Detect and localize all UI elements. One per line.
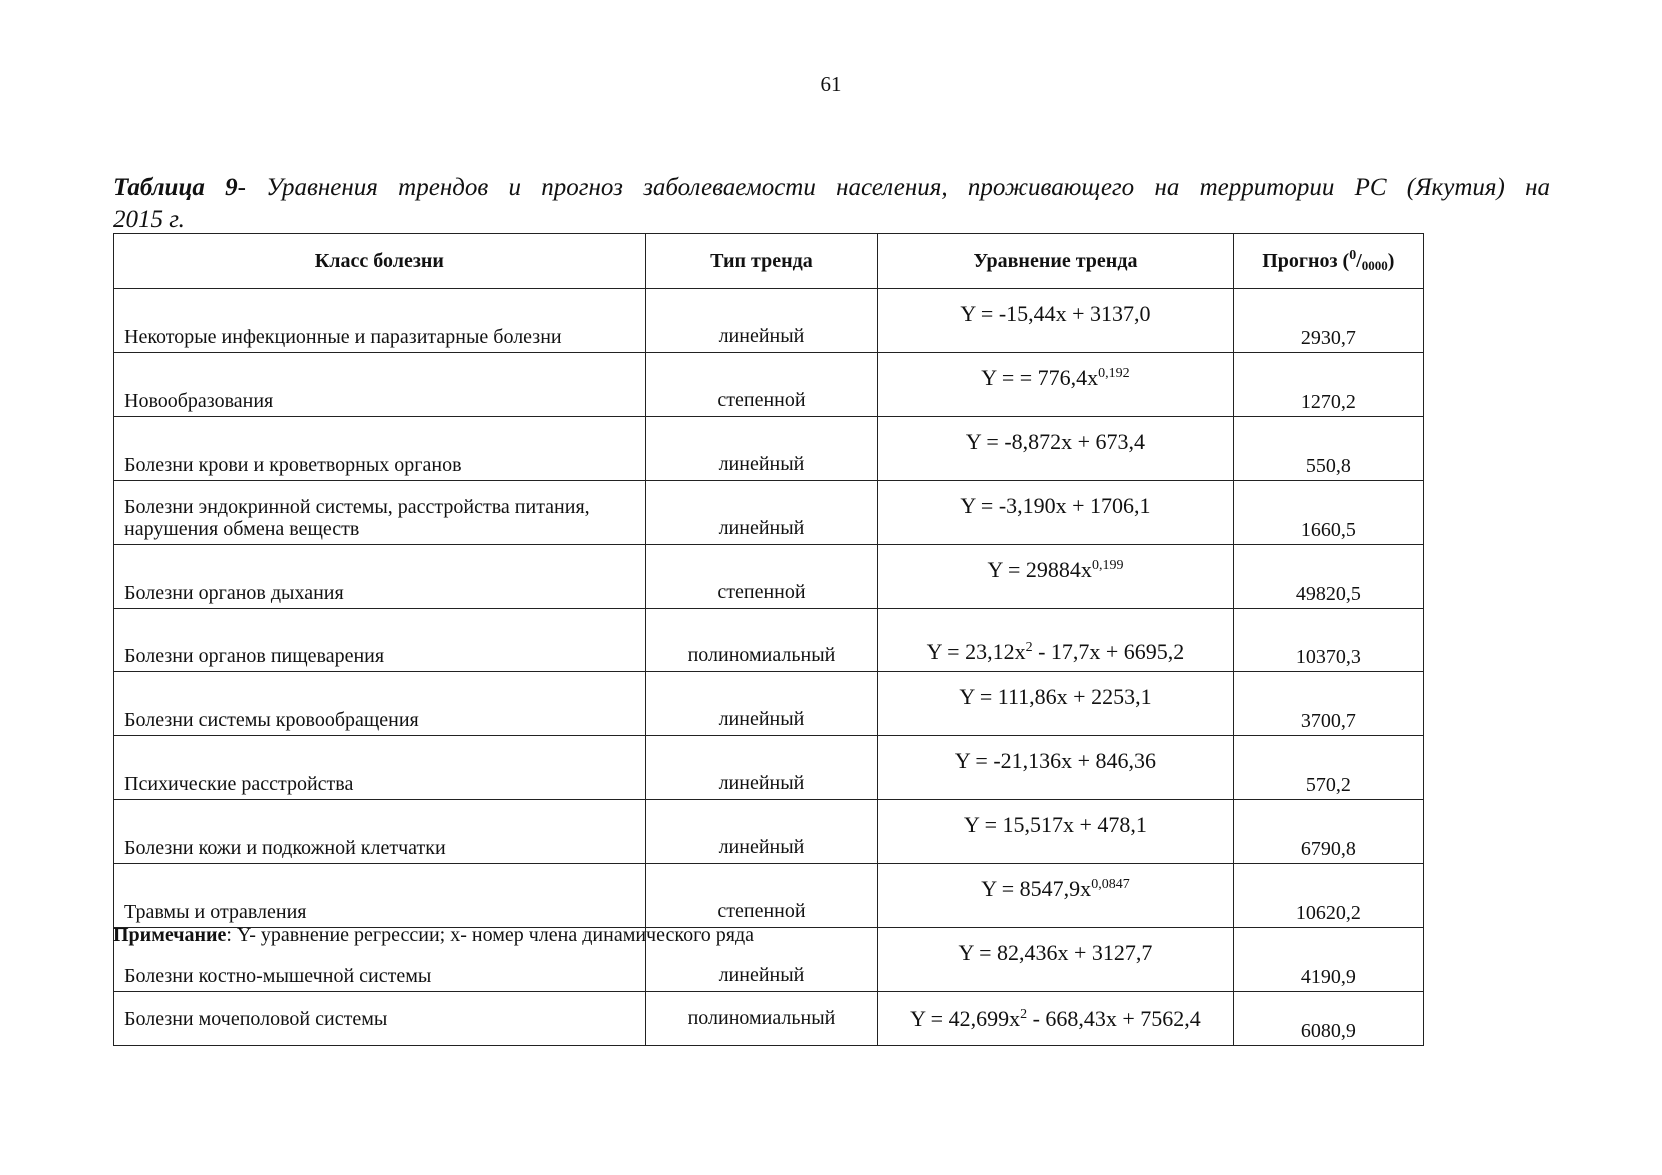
cell-equation <box>878 609 1233 672</box>
table-row <box>114 992 1424 1046</box>
header-class: Класс болезни <box>114 234 646 289</box>
eq-main: Y = = 776,4x <box>981 365 1099 390</box>
eq-main: Y = 29884x <box>987 557 1092 582</box>
cell-type: линейный <box>645 672 877 736</box>
cell-forecast: 1270,2 <box>1233 353 1423 417</box>
cell-class: Болезни эндокринной системы, расстройства питания, нарушения обмена веществ <box>114 481 646 545</box>
cell-type: полиномиальный <box>645 609 877 672</box>
eq-main: Y = 42,699x <box>910 1005 1021 1031</box>
cell-forecast: 6080,9 <box>1233 992 1423 1046</box>
cell-type: линейный <box>645 481 877 545</box>
caption-text-line2: 2015 г. <box>113 206 185 233</box>
eq-sup: 2 <box>1025 640 1033 655</box>
cell-equation <box>878 800 1233 864</box>
cell-forecast: 6790,8 <box>1233 800 1423 864</box>
table-row <box>114 609 1424 672</box>
eq-sup: 0,192 <box>1098 366 1130 381</box>
table-row <box>114 353 1424 417</box>
eq-main: Y = -8,872x + 673,4 <box>965 429 1146 454</box>
eq-tail: - 17,7x + 6695,2 <box>1032 639 1185 664</box>
caption-label: Таблица 9 <box>113 174 238 201</box>
cell-equation <box>878 928 1233 992</box>
header-forecast-prefix: Прогноз ( <box>1262 249 1350 272</box>
cell-equation <box>878 864 1233 928</box>
eq-main: Y = -21,136x + 846,36 <box>954 748 1157 773</box>
cell-equation <box>878 545 1233 609</box>
cell-type: линейный <box>645 800 877 864</box>
table-row <box>114 545 1424 609</box>
cell-type: линейный <box>645 289 877 353</box>
table-note <box>113 924 754 947</box>
cell-class: Психические расстройства <box>114 736 646 800</box>
header-forecast-sup: 0 <box>1349 247 1357 263</box>
cell-type: степенной <box>645 864 877 928</box>
cell-type: линейный <box>645 736 877 800</box>
cell-equation <box>878 736 1233 800</box>
eq-main: Y = 82,436x + 3127,7 <box>958 940 1153 965</box>
table-row <box>114 289 1424 353</box>
cell-forecast: 10370,3 <box>1233 609 1423 672</box>
table-caption <box>113 172 1550 236</box>
eq-main: Y = -15,44x + 3137,0 <box>960 301 1151 326</box>
eq-main: Y = -3,190x + 1706,1 <box>960 493 1151 518</box>
cell-class: Болезни кожи и подкожной клетчатки <box>114 800 646 864</box>
cell-equation <box>878 672 1233 736</box>
eq-main: Y = 23,12x <box>926 639 1026 664</box>
header-equation: Уравнение тренда <box>878 234 1233 289</box>
header-type: Тип тренда <box>645 234 877 289</box>
cell-type: линейный <box>645 417 877 481</box>
cell-forecast: 570,2 <box>1233 736 1423 800</box>
cell-forecast: 2930,7 <box>1233 289 1423 353</box>
table-row <box>114 864 1424 928</box>
eq-main: Y = 15,517x + 478,1 <box>964 812 1147 837</box>
table-row <box>114 481 1424 545</box>
cell-type: степенной <box>645 353 877 417</box>
caption-text-line1: - Уравнения трендов и прогноз заболеваемости населения, проживающего на территории РС (Якутия) на <box>237 174 1550 201</box>
cell-equation <box>878 289 1233 353</box>
cell-equation <box>878 992 1233 1046</box>
cell-class: Болезни костно-мышечной системы <box>114 928 646 992</box>
cell-class: Болезни системы кровообращения <box>114 672 646 736</box>
note-text: : Y- уравнение регрессии; x- номер члена динамического ряда <box>226 924 755 946</box>
header-row <box>114 234 1424 289</box>
table-row <box>114 672 1424 736</box>
eq-main: Y = 111,86x + 2253,1 <box>959 684 1152 709</box>
cell-equation <box>878 353 1233 417</box>
header-forecast-suffix: ) <box>1387 249 1395 272</box>
header-forecast-sub: 0000 <box>1361 257 1388 273</box>
cell-class: Болезни органов пищеварения <box>114 609 646 672</box>
cell-type: линейный <box>645 928 877 992</box>
page-number: 61 <box>820 72 842 96</box>
cell-equation <box>878 417 1233 481</box>
cell-class: Травмы и отравления <box>114 864 646 928</box>
cell-type: степенной <box>645 545 877 609</box>
cell-forecast: 49820,5 <box>1233 545 1423 609</box>
table-row <box>114 736 1424 800</box>
cell-class: Болезни органов дыхания <box>114 545 646 609</box>
cell-forecast: 4190,9 <box>1233 928 1423 992</box>
eq-tail: - 668,43x + 7562,4 <box>1027 1005 1201 1031</box>
eq-sup: 2 <box>1020 1006 1028 1022</box>
cell-forecast: 1660,5 <box>1233 481 1423 545</box>
note-label: Примечание <box>113 924 227 946</box>
eq-sup: 0,199 <box>1091 558 1124 573</box>
cell-forecast: 550,8 <box>1233 417 1423 481</box>
cell-class: Новообразования <box>114 353 646 417</box>
cell-forecast: 3700,7 <box>1233 672 1423 736</box>
cell-class: Болезни крови и кроветворных органов <box>114 417 646 481</box>
eq-main: Y = 8547,9x <box>981 876 1092 901</box>
header-forecast <box>1233 234 1423 289</box>
cell-equation <box>878 481 1233 545</box>
table-row <box>114 417 1424 481</box>
eq-sup: 0,0847 <box>1091 877 1130 892</box>
cell-class: Некоторые инфекционные и паразитарные болезни <box>114 289 646 353</box>
header-forecast-slash: / <box>1356 249 1362 272</box>
cell-type: полиномиальный <box>645 992 877 1046</box>
cell-forecast: 10620,2 <box>1233 864 1423 928</box>
table-row <box>114 800 1424 864</box>
cell-class: Болезни мочеполовой системы <box>114 992 646 1046</box>
